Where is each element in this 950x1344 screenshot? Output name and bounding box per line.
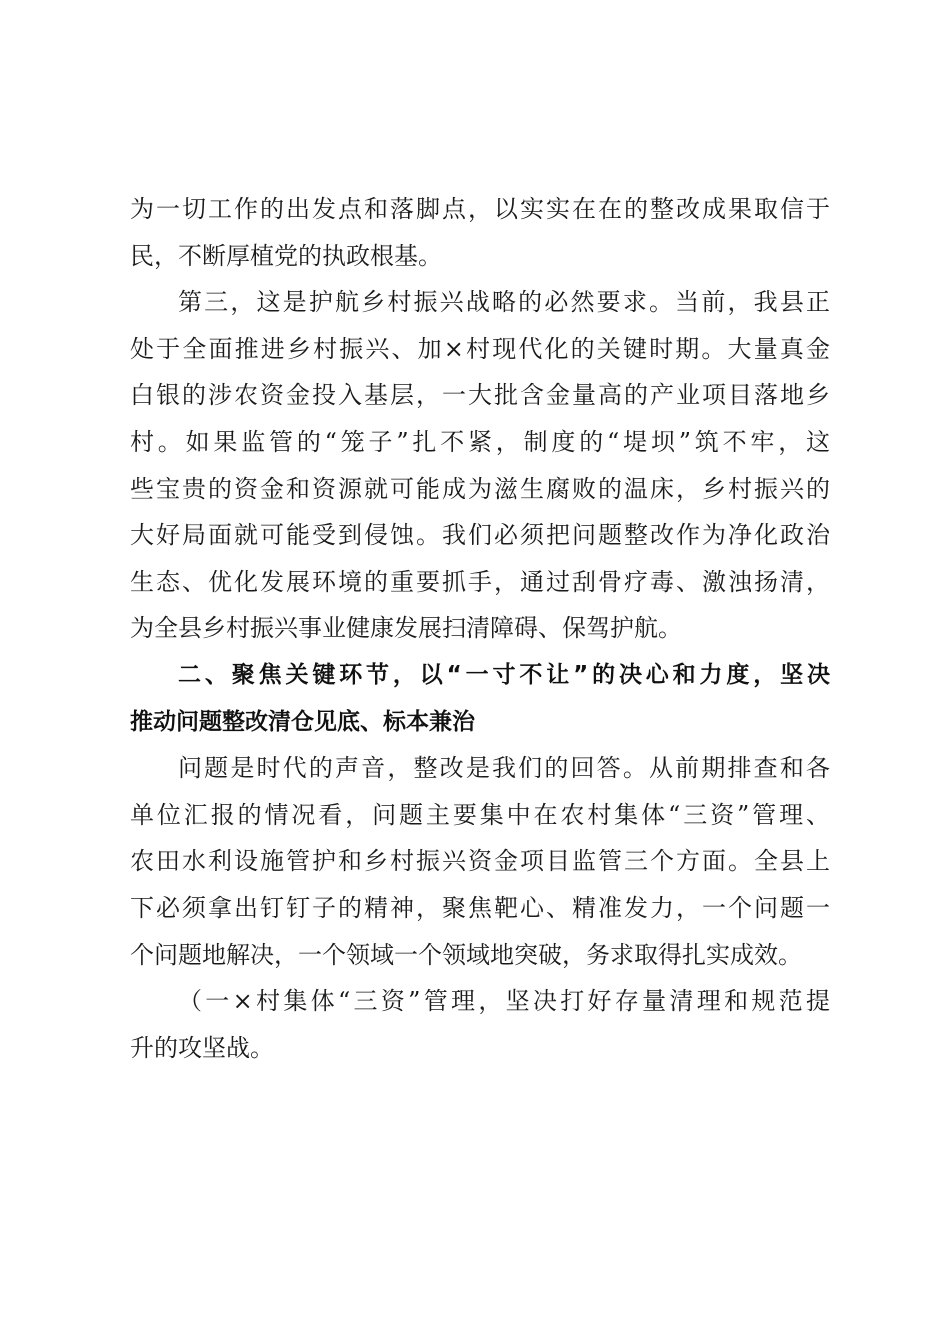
document-body [130, 186, 830, 1071]
paragraph-line: 民，不断厚植党的执政根基。 [130, 241, 442, 270]
paragraph-line: 白银的涉农资金投入基层，一大批含金量高的产业项目落地乡 [130, 381, 830, 410]
subsection-line: 升的攻坚战。 [130, 1033, 274, 1062]
paragraph-line: 第三，这是护航乡村振兴战略的必然要求。当前，我县正 [178, 288, 830, 317]
paragraph-line: 村。如果监管的“笼子”扎不紧，制度的“堤坝”筑不牢，这 [130, 427, 830, 456]
paragraph-line: 大好局面就可能受到侵蚀。我们必须把问题整改作为净化政治 [130, 521, 830, 550]
paragraph-line: 生态、优化发展环境的重要抓手，通过刮骨疗毒、激浊扬清， [130, 567, 830, 596]
subsection-line: （一×村集体“三资”管理，坚决打好存量清理和规范提 [178, 987, 830, 1016]
paragraph-line: 个问题地解决，一个领域一个领域地突破，务求取得扎实成效。 [130, 940, 802, 969]
paragraph-line: 问题是时代的声音，整改是我们的回答。从前期排查和各 [178, 754, 830, 783]
paragraph-line: 农田水利设施管护和乡村振兴资金项目监管三个方面。全县上 [130, 847, 830, 876]
paragraph-line: 单位汇报的情况看，问题主要集中在农村集体“三资”管理、 [130, 800, 830, 829]
paragraph-line: 些宝贵的资金和资源就可能成为滋生腐败的温床，乡村振兴的 [130, 474, 830, 503]
paragraph-line: 处于全面推进乡村振兴、加×村现代化的关键时期。大量真金 [130, 334, 830, 363]
paragraph-line: 下必须拿出钉钉子的精神，聚焦靶心、精准发力，一个问题一 [130, 893, 830, 922]
paragraph-line: 为全县乡村振兴事业健康发展扫清障碍、保驾护航。 [130, 614, 682, 643]
section-heading-line: 二、聚焦关键环节，以“一寸不让”的决心和力度，坚决 [178, 661, 830, 688]
paragraph-line: 为一切工作的出发点和落脚点，以实实在在的整改成果取信于 [130, 195, 830, 223]
section-heading-line: 推动问题整改清仓见底、标本兼治 [130, 708, 475, 735]
